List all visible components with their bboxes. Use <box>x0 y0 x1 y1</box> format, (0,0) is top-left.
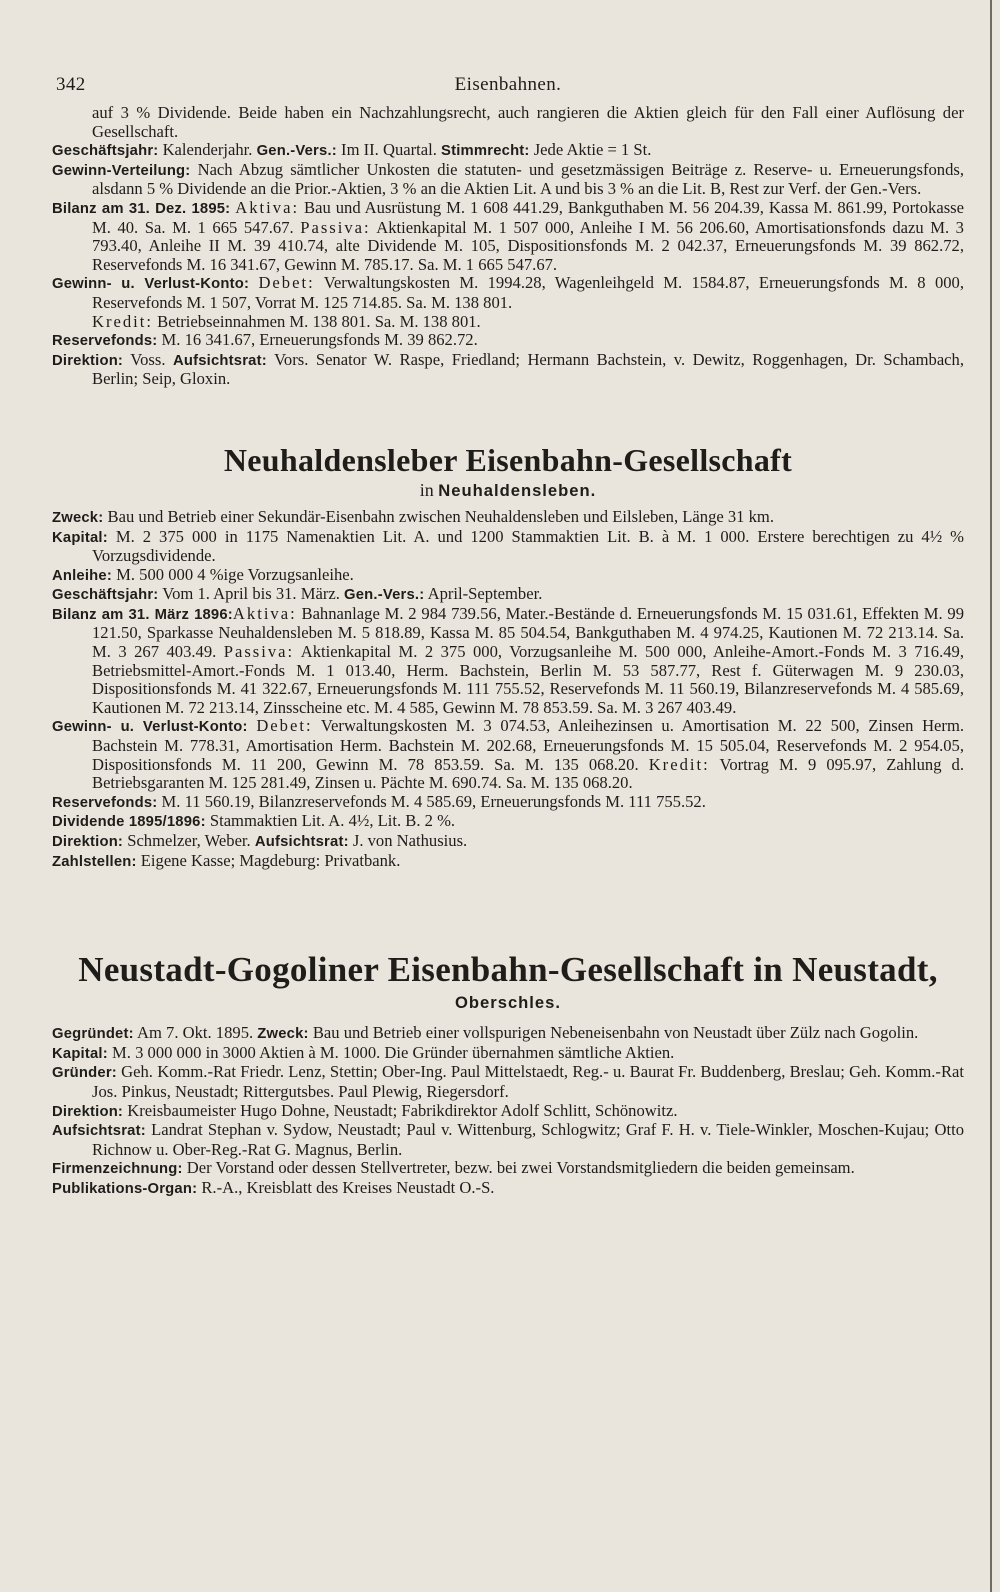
company-location: in Neuhaldensleben. <box>419 479 597 500</box>
entry-direktion: Direktion: Voss. Aufsichtsrat: Vors. Senator W. Raspe, Friedland; Hermann Bachstein, v. Dewitz, Roggenhagen, Dr. Schambach, Berlin; Seip, Gloxin. <box>52 349 964 389</box>
entry-bilanz: Bilanz am 31. Dez. 1895: Aktiva: Bau und Ausrüstung M. 1 608 441.29, Bankguthaben M. 56 204.39, Kassa M. 861.99, Portokasse M. 40. Sa. M. 1 665 547.67. Passiva: Aktienkapital M. 1 507 000, Anleihe I M. 56 206.60, Amortisationsfonds dazu M. 3 793.40, Anleihe II M. 39 410.74, alte Dividende M. 105, Dispositionsfonds M. 2 042.37, Erneuerungsfonds M. 39 862.72, Reservefonds M. 16 341.67, Gewinn M. 785.17. Sa. M. 1 665 547.67. <box>52 197 964 274</box>
company-title-neustadt-gogoliner: Neustadt-Gogoliner Eisenbahn-Gesellschaft in Neustadt, <box>78 950 938 990</box>
entry-direktion: Direktion: Schmelzer, Weber. Aufsichtsrat: J. von Nathusius. <box>52 831 468 850</box>
entry-aufsichtsrat: Aufsichtsrat: Landrat Stephan v. Sydow, Neustadt; Paul v. Wittenburg, Schlogwitz; Graf F. H. v. Tiele-Winkler, Moschen-Kujau; Otto Richnow u. Ober-Reg.-Rat G. Magnus, Berlin. <box>52 1120 964 1159</box>
entry-kapital: Kapital: M. 3 000 000 in 3000 Aktien à M. 1000. Die Gründer übernahmen sämtliche Aktien. <box>52 1042 675 1062</box>
company-region: Oberschles. <box>454 993 561 1013</box>
entry-geschaeftsjahr: Geschäftsjahr: Kalenderjahr. Gen.-Vers.: Im II. Quartal. Stimmrecht: Jede Aktie = 1 St. <box>52 140 652 160</box>
entry-gegruendet: Gegründet: Am 7. Okt. 1895. Zweck: Bau und Betrieb einer vollspurigen Nebeneisenbahn von Neustadt über Zülz nach Gogolin. <box>52 1023 919 1043</box>
entry-firmenzeichnung: Firmenzeichnung: Der Vorstand oder dessen Stellvertreter, bezw. bei zwei Vorstandsmitgliedern die beiden gemeinsam. <box>52 1158 855 1178</box>
page-edge <box>990 0 992 1592</box>
entry-geschaeftsjahr: Geschäftsjahr: Vom 1. April bis 31. März. Gen.-Vers.: April-September. <box>52 584 543 604</box>
company-title-neuhaldensleber: Neuhaldensleber Eisenbahn-Gesellschaft <box>223 441 793 478</box>
entry-gewinn-verteilung: Gewinn-Verteilung: Nach Abzug sämtlicher Unkosten die statuten- und gesetzmässigen Beiträge z. Reserve- u. Erneuerungsfonds, alsdann 5 % Dividende an die Prior.-Aktien, 3 % an die Aktien Lit. A und bis 3 % an die Lit. B, Rest zur Verf. der Gen.-Vers. <box>52 159 964 199</box>
entry-kapital: Kapital: M. 2 375 000 in 1175 Namenaktien Lit. A. und 1200 Stammaktien Lit. B. à M. 1 000. Erstere berechtigen zu 4½ % Vorzugsdividende. <box>52 526 964 566</box>
neustadt-gogoliner-entry <box>52 1024 964 1198</box>
entry-zahlstellen: Zahlstellen: Eigene Kasse; Magdeburg: Privatbank. <box>52 850 401 870</box>
page-number: 342 <box>56 74 86 95</box>
entry-gewinn-verlust: Gewinn- u. Verlust-Konto: Debet: Verwaltungskosten M. 1994.28, Wagenleihgeld M. 1584.87, Erneuerungsfonds M. 8 000, Reservefonds M. 1 507, Vorrat M. 125 714.85. Sa. M. 138 801. Kredit: Betriebseinnahmen M. 138 801. Sa. M. 138 801. <box>52 273 964 331</box>
entry-dividende: Dividende 1895/1896: Stammaktien Lit. A. 4½, Lit. B. 2 %. <box>52 811 456 831</box>
entry-gewinn-verlust: Gewinn- u. Verlust-Konto: Debet: Verwaltungskosten M. 3 074.53, Anleihezinsen u. Amortisation M. 22 500, Zinsen Herm. Bachstein M. 778.31, Amortisation Herm. Bachstein M. 202.68, Erneuerungsfonds M. 15 505.04, Reservefonds M. 2 954.05, Dispositionsfonds M. 11 200, Gewinn M. 78 853.59. Sa. M. 135 068.20. Kredit: Vortrag M. 9 095.97, Zahlung d. Betriebsgaranten M. 125 281.49, Zinsen u. Pächte M. 690.74. Sa. M. 135 068.20. <box>52 716 964 793</box>
entry-direktion: Direktion: Kreisbaumeister Hugo Dohne, Neustadt; Fabrikdirektor Adolf Schlitt, Schönowitz. <box>52 1100 678 1120</box>
entry-bilanz: Bilanz am 31. März 1896:Aktiva: Bahnanlage M. 2 984 739.56, Mater.-Bestände d. Erneuerungsfonds M. 15 031.61, Effekten M. 99 121.50, Sparkasse Neuhaldensleben M. 5 818.89, Kassa M. 85 504.54, Bankguthaben M. 4 974.25, Kautionen M. 72 213.14. Sa. M. 3 267 403.49. Passiva: Aktienkapital M. 2 375 000, Vorzugsanleihe M. 500 000, Anleihe-Amort.-Fonds M. 3 716.49, Betriebsmittel-Amort.-Fonds M. 1 013.40, Herm. Bachstein, Berlin M. 53 587.77, Rest f. Güterwagen M. 9 230.03, Dispositionsfonds M. 41 322.67, Erneuerungsfonds M. 111 755.52, Reservefonds M. 11 560.19, Bilanzreservefonds M. 4 585.69, Kautionen M. 72 213.14, Zinsscheine etc. M. 4 585, Gewinn M. 78 853.59. Sa. M. 3 267 403.49. <box>52 603 964 717</box>
continuation-text: auf 3 % Dividende. Beide haben ein Nachzahlungsrecht, auch rangieren die Aktien gleich für den Fall einer Auflösung der Gesellschaft. <box>92 103 964 141</box>
entry-publikations-organ: Publikations-Organ: R.-A., Kreisblatt des Kreises Neustadt O.-S. <box>52 1177 495 1197</box>
entry-reservefonds: Reservefonds: M. 16 341.67, Erneuerungsfonds M. 39 862.72. <box>52 330 478 350</box>
entry-anleihe: Anleihe: M. 500 000 4 %ige Vorzugsanleihe. <box>52 564 354 584</box>
entry-reservefonds: Reservefonds: M. 11 560.19, Bilanzreservefonds M. 4 585.69, Erneuerungsfonds M. 111 755.52. <box>52 791 706 811</box>
neuhaldensleber-entry <box>52 508 964 871</box>
previous-entry <box>52 104 964 389</box>
running-head <box>52 62 964 96</box>
entry-zweck: Zweck: Bau und Betrieb einer Sekundär-Eisenbahn zwischen Neuhaldensleben und Eilsleben, Länge 31 km. <box>52 506 774 526</box>
entry-gruender: Gründer: Geh. Komm.-Rat Friedr. Lenz, Stettin; Ober-Ing. Paul Mittelstaedt, Reg.- u. Baurat Fr. Buddenberg, Breslau; Geh. Komm.-Rat Jos. Pinkus, Neustadt; Rittergutsbes. Paul Plewig, Riegersdorf. <box>52 1062 964 1101</box>
running-title: Eisenbahnen. <box>454 74 562 95</box>
